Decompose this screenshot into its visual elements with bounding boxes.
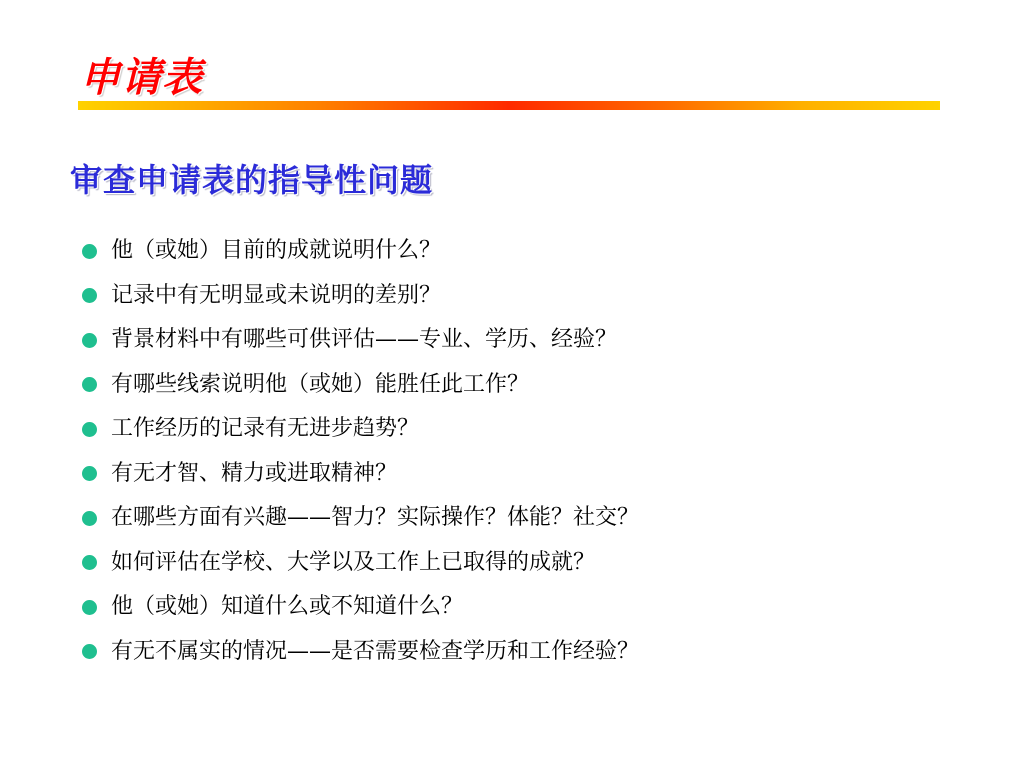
question-text: 记录中有无明显或未说明的差别？: [111, 282, 442, 308]
slide-subtitle: 审查申请表的指导性问题: [70, 161, 434, 199]
bullet-dot-icon: [82, 555, 97, 570]
question-text: 有无才智、精力或进取精神？: [111, 460, 398, 486]
bullet-dot-icon: [82, 422, 97, 437]
list-item: [78, 407, 978, 452]
list-item: [78, 229, 978, 274]
question-text: 工作经历的记录有无进步趋势？: [111, 416, 420, 442]
bullet-dot-icon: [82, 511, 97, 526]
question-text: 他（或她）目前的成就说明什么？: [111, 238, 442, 264]
question-text: 如何评估在学校、大学以及工作上已取得的成就？: [111, 549, 596, 575]
list-item: [78, 318, 978, 363]
list-item: [78, 541, 978, 586]
question-text: 他（或她）知道什么或不知道什么？: [111, 594, 464, 620]
bullet-dot-icon: [82, 333, 97, 348]
list-item: [78, 363, 978, 408]
question-text: 背景材料中有哪些可供评估——专业、学历、经验？: [111, 327, 618, 353]
bullet-dot-icon: [82, 288, 97, 303]
question-list: [78, 229, 978, 674]
list-item: [78, 585, 978, 630]
list-item: [78, 630, 978, 675]
bullet-dot-icon: [82, 377, 97, 392]
question-text: 有哪些线索说明他（或她）能胜任此工作？: [111, 371, 530, 397]
list-item: [78, 452, 978, 497]
slide-title: 申请表: [80, 55, 203, 101]
bullet-dot-icon: [82, 244, 97, 259]
bullet-dot-icon: [82, 644, 97, 659]
question-text: 在哪些方面有兴趣——智力？实际操作？体能？社交？: [111, 505, 640, 531]
bullet-dot-icon: [82, 600, 97, 615]
list-item: [78, 496, 978, 541]
title-underline-rule: [78, 101, 940, 110]
question-text: 有无不属实的情况——是否需要检查学历和工作经验？: [111, 638, 640, 664]
bullet-dot-icon: [82, 466, 97, 481]
list-item: [78, 274, 978, 319]
